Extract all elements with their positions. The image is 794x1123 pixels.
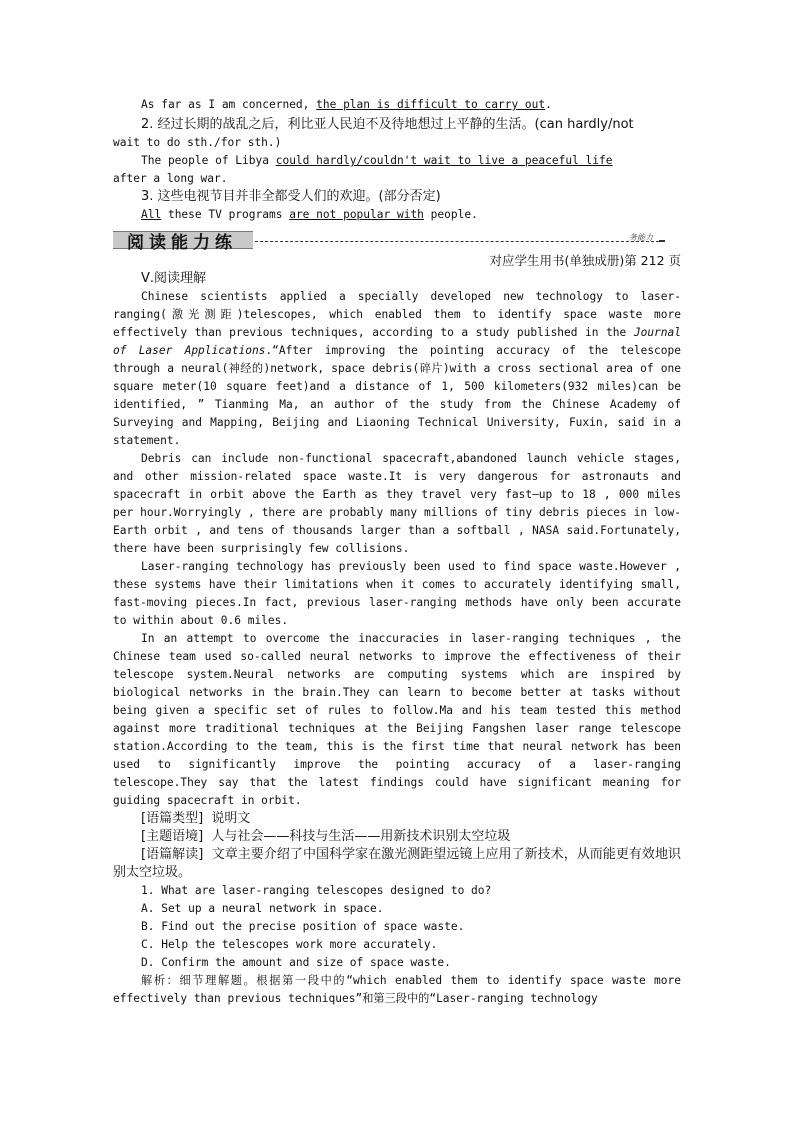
banner-dashed-rule: [255, 241, 659, 242]
option-a: A. Set up a neural network in space.: [141, 902, 384, 915]
passage-paragraph-1: [113, 288, 681, 450]
tag-value: 人与社会——科技与生活——用新技术识别太空垃圾: [211, 829, 511, 844]
paragraph-text: Chinese scientists applied a specially developed new technology to laser-ranging(激光测距)telescopes, which enabled them to identify space waste more effectively than previous techniques, according to a study published in the: [113, 290, 681, 339]
passage-theme: [113, 828, 681, 846]
tag-label: [语篇解读]: [141, 847, 204, 862]
item-2-prompt-cont: wait to do sth./for sth.): [113, 136, 282, 149]
item-2-answer: [113, 152, 681, 170]
passage-summary: [113, 846, 681, 882]
option-b: B. Find out the precise position of space waste.: [141, 920, 465, 933]
prompt-text: 2. 经过长期的战乱之后，利比亚人民迫不及待地想过上平静的生活。(can hardly/not: [141, 117, 634, 132]
journal-title: Journal of Laser Applications: [113, 326, 681, 357]
underlined-answer: could hardly/couldn't wait to live a peaceful life: [275, 154, 613, 167]
section-title: Ⅴ.阅读理解: [141, 271, 207, 286]
sentence-text: .: [545, 98, 552, 111]
tag-value: 文章主要介绍了中国科学家在激光测距望远镜上应用了新技术，从而能更有效地识别太空垃圾。: [113, 847, 681, 880]
sentence-text: people.: [423, 208, 478, 221]
option-d: D. Confirm the amount and size of space waste.: [141, 956, 451, 969]
underlined-answer: the plan is difficult to carry out: [316, 98, 546, 111]
answer-line-1: [113, 96, 681, 114]
tag-label: [主题语境]: [141, 829, 204, 844]
paragraph-text: .“After improving the pointing accuracy of the telescope through a neural(神经的)network, space debris(碎片)with a cross sectional area of one square meter(10 square feet)and a distance of 1, 500 kilometers(932 miles)can be identified, ” Tianming Ma, an author of the study from the Chinese Academy of Surveying and Mapping, Beijing and Liaoning Technical University, Fuxin, said in a statement.: [113, 344, 681, 447]
answer-explanation: 解析：细节理解题。根据第一段中的“which enabled them to identify space waste more effectively than previous techniques”和第三段中的“Laser-ranging technology: [113, 974, 681, 1005]
question-stem: 1. What are laser-ranging telescopes designed to do?: [141, 884, 492, 897]
tag-value: 说明文: [211, 811, 251, 826]
sentence-text: As far as I am concerned,: [141, 98, 317, 111]
sentence-text: these TV programs: [161, 208, 290, 221]
underlined-answer: are not popular with: [289, 208, 424, 221]
option-c: C. Help the telescopes work more accurately.: [141, 938, 438, 951]
item-3-answer: [113, 206, 681, 224]
item-2-answer-cont: after a long war.: [113, 172, 228, 185]
workbook-reference: 对应学生用书(单独成册)第 212 页: [489, 253, 681, 268]
passage-paragraph-3: Laser-ranging technology has previously been used to find space waste.However , these systems have their limitations when it comes to accurately identifying small, fast-moving pieces.In fact, previous laser-ranging methods have only been accurate to within about 0.6 miles.: [113, 560, 681, 627]
banner-end-mark: [659, 240, 665, 242]
passage-paragraph-2: Debris can include non-functional spacecraft,abandoned launch vehicle stages, and other mission-related space waste.It is very dangerous for astronauts and spacecraft in orbit above the Earth as they travel very fast—up to 18 , 000 miles per hour.Worryingly , there are probably many millions of tiny debris pieces in low-Earth orbit , and tens of thousands larger than a softball , NASA said.Fortunately, there have been surprisingly few collisions.: [113, 452, 681, 555]
banner-subtitle: 务能力: [629, 233, 653, 242]
banner-title: 阅读能力练: [127, 233, 237, 253]
section-banner: [113, 228, 681, 253]
passage-type: [113, 810, 681, 828]
tag-label: [语篇类型]: [141, 811, 204, 826]
passage-paragraph-4: In an attempt to overcome the inaccuracies in laser-ranging techniques , the Chinese team used so-called neural networks to improve the effectiveness of their telescope system.Neural networks are computing systems which are inspired by biological networks in the brain.They can learn to become better at tasks without being given a specific set of rules to follow.Ma and his team tested this method against more traditional techniques at the Beijing Fangshen laser range telescope station.According to the team, this is the first time that neural network has been used to significantly improve the pointing accuracy of a laser-ranging telescope.They say that the latest findings could have significant meaning for guiding spacecraft in orbit.: [113, 632, 681, 807]
item-3-prompt: 3. 这些电视节目并非全都受人们的欢迎。(部分否定): [141, 189, 441, 204]
sentence-text: The people of Libya: [141, 154, 276, 167]
document-page: [113, 96, 681, 1008]
underlined-answer: All: [141, 208, 162, 221]
item-2-prompt: [113, 114, 681, 134]
